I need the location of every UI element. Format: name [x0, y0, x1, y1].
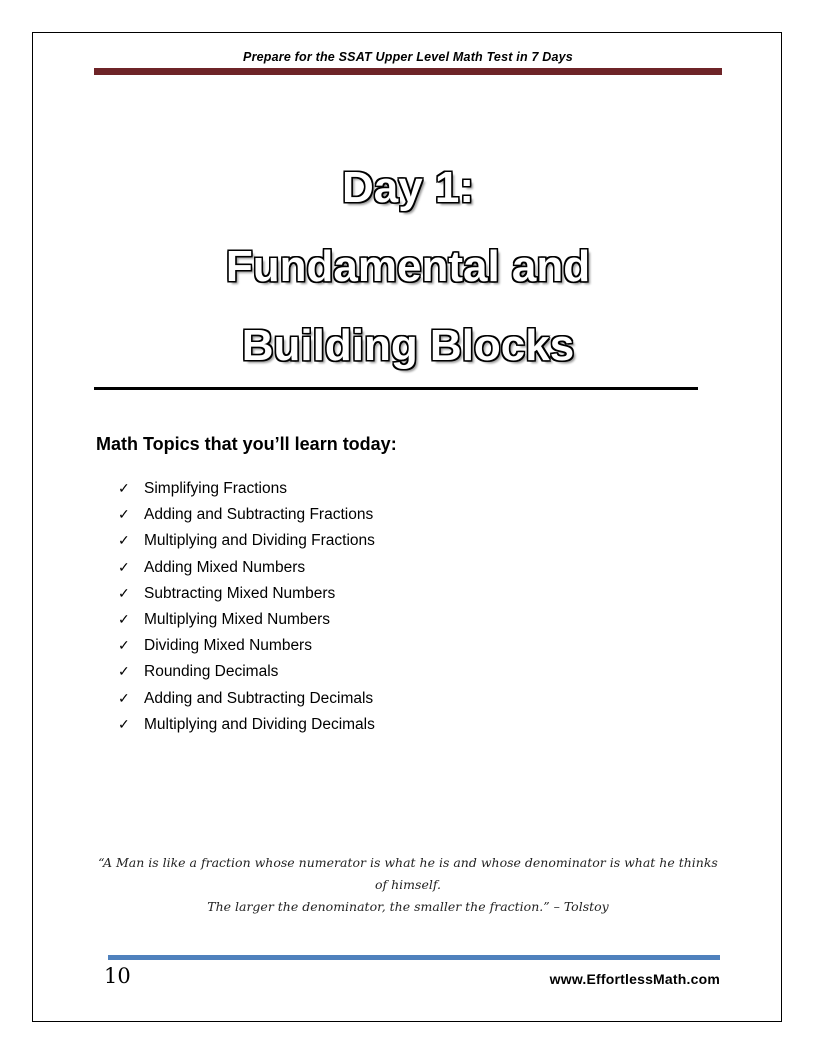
list-item [118, 528, 375, 554]
topic-label: Multiplying Mixed Numbers [144, 610, 331, 628]
list-item [118, 712, 375, 738]
topic-label: Dividing Mixed Numbers [144, 637, 312, 655]
running-header: Prepare for the SSAT Upper Level Math Test in 7 Days [243, 50, 573, 64]
footer-rule [108, 955, 720, 960]
checkmark-icon: ✓ [118, 532, 130, 549]
topics-heading: Math Topics that you’ll learn today: [96, 434, 397, 454]
quote-line-2: The larger the denominator, the smaller the fraction.” – Tolstoy [207, 899, 609, 914]
quote [94, 852, 722, 918]
topic-label: Simplifying Fractions [144, 480, 287, 497]
quote-line-1: “A Man is like a fraction whose numerator is what he is and whose denominator is what he thinks of himself. [98, 855, 718, 892]
list-item [118, 502, 375, 528]
checkmark-icon: ✓ [118, 506, 130, 523]
chapter-title-line-3: Building Blocks [241, 321, 575, 370]
checkmark-icon: ✓ [118, 610, 130, 627]
page-number: 10 [104, 964, 131, 988]
topic-label: Multiplying and Dividing Decimals [144, 715, 375, 733]
topic-label: Multiplying and Dividing Fractions [144, 532, 375, 550]
checkmark-icon: ✓ [118, 480, 130, 496]
header-rule [94, 68, 722, 75]
chapter-title [94, 155, 722, 392]
list-item [118, 686, 375, 712]
topic-list [118, 476, 375, 738]
checkmark-icon: ✓ [118, 663, 130, 680]
checkmark-icon: ✓ [118, 715, 130, 732]
checkmark-icon: ✓ [118, 584, 130, 601]
topic-label: Subtracting Mixed Numbers [144, 584, 336, 602]
list-item [118, 659, 375, 685]
topic-label: Adding and Subtracting Fractions [144, 506, 374, 524]
list-item [118, 581, 375, 607]
list-item [118, 476, 375, 502]
list-item [118, 607, 375, 633]
title-divider [94, 387, 698, 390]
topic-label: Adding Mixed Numbers [144, 558, 306, 576]
chapter-title-line-1: Day 1: [341, 163, 475, 212]
checkmark-icon: ✓ [118, 689, 130, 706]
list-item [118, 555, 375, 581]
list-item [118, 633, 375, 659]
checkmark-icon: ✓ [118, 558, 130, 575]
checkmark-icon: ✓ [118, 637, 130, 654]
chapter-title-line-2: Fundamental and [225, 242, 591, 291]
topic-label: Adding and Subtracting Decimals [144, 689, 374, 707]
topic-label: Rounding Decimals [144, 663, 279, 681]
website-link[interactable]: www.EffortlessMath.com [549, 971, 720, 987]
